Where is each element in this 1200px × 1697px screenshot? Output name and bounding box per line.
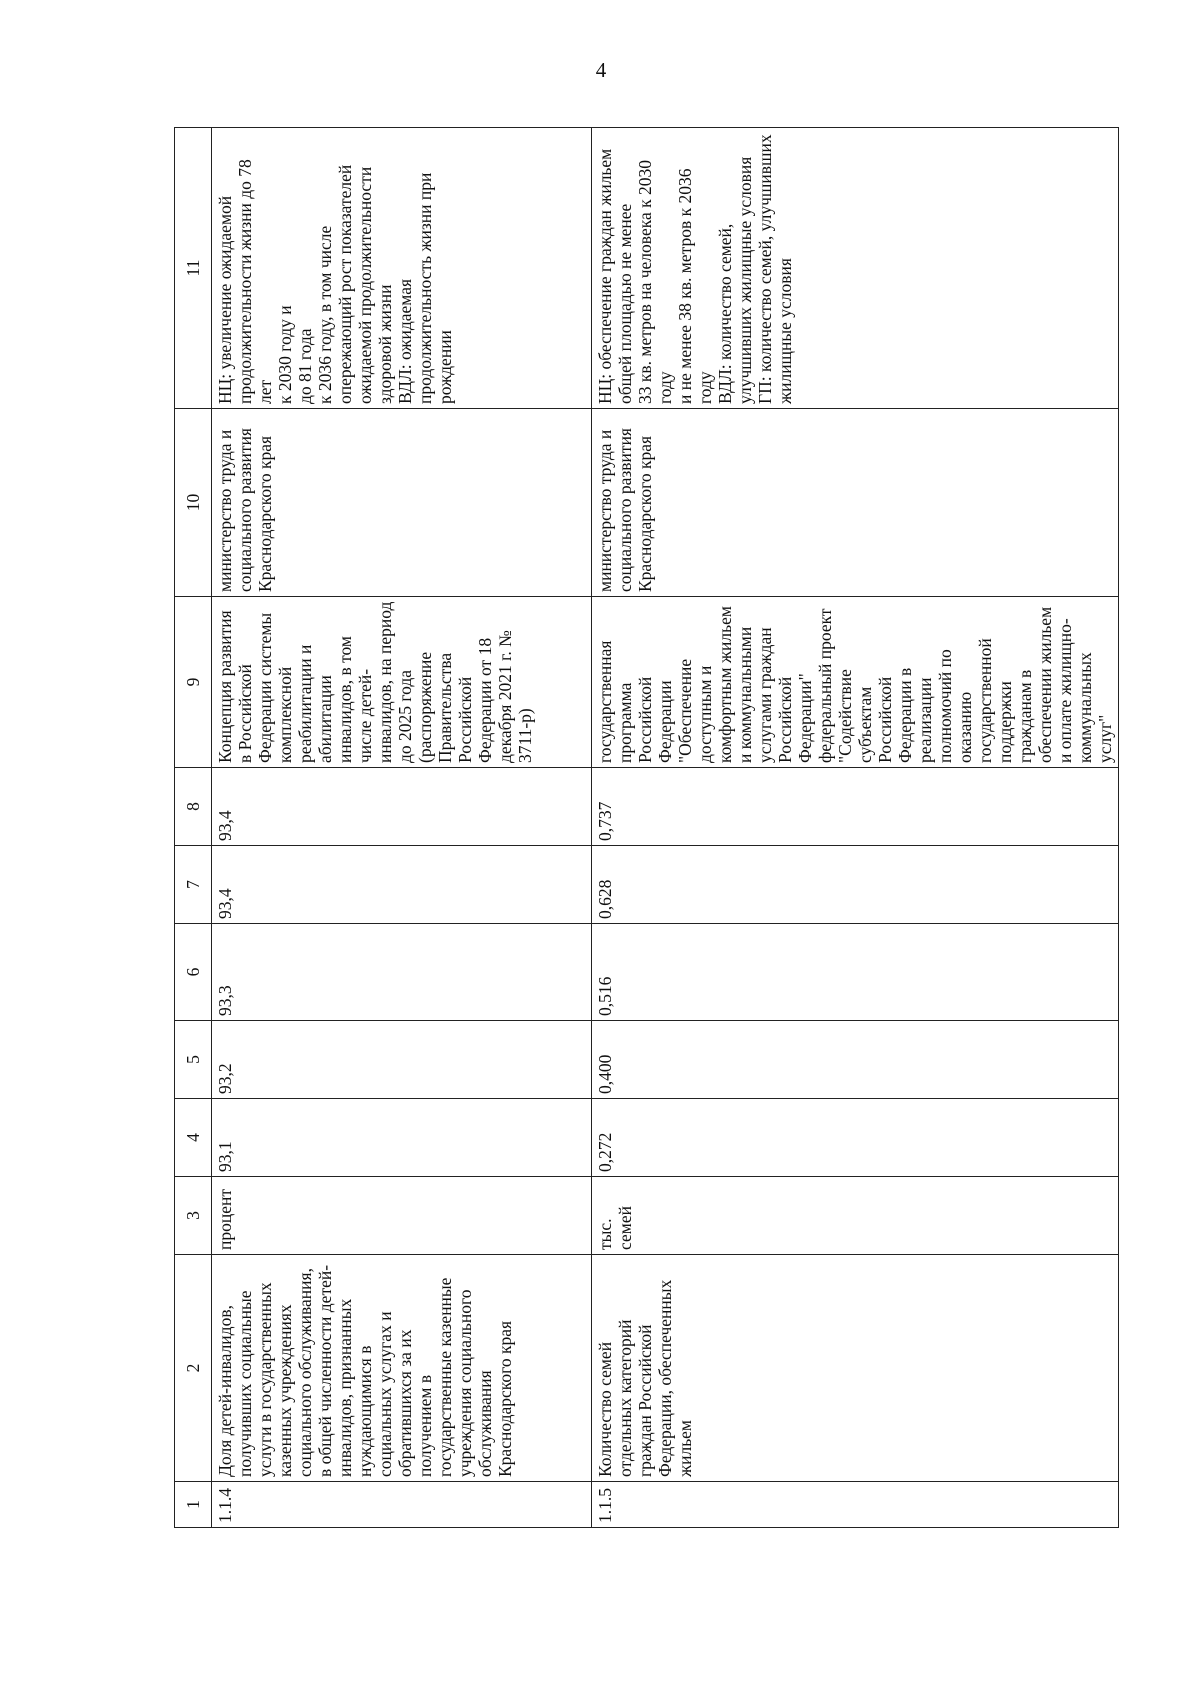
value-year-2: 93,2 — [212, 1021, 592, 1099]
col-header-11: 11 — [175, 128, 212, 409]
col-header-7: 7 — [175, 846, 212, 924]
value-year-1: 93,1 — [212, 1099, 592, 1177]
rotated-table-wrapper — [174, 128, 1115, 1528]
col-header-8: 8 — [175, 768, 212, 846]
national-goal-link: НЦ: обеспечение граждан жильем общей площадью не менее 33 кв. метров на человека к 2030 году и не менее 38 кв. метров к 2036 году ВДЛ: количество семей, улучшивших жилищные условия ГП: количество семей, улучшивших жилищные условия — [592, 128, 1119, 409]
value-year-4: 93,4 — [212, 846, 592, 924]
row-number: 1.1.4 — [212, 1482, 592, 1528]
col-header-3: 3 — [175, 1177, 212, 1255]
col-header-6: 6 — [175, 924, 212, 1021]
unit: процент — [212, 1177, 592, 1255]
table-row — [212, 128, 592, 1528]
table-row — [592, 128, 1119, 1528]
responsible-body: министерство труда и социального развития Краснодарского края — [592, 409, 1119, 597]
value-year-3: 93,3 — [212, 924, 592, 1021]
basis-document: Концепция развития в Российской Федерации системы комплексной реабилитации и абилитации инвалидов, в том числе детей-инвалидов, на период до 2025 года (распоряжение Правительства Российской Федерации от 18 декабря 2021 г. № 3711-р) — [212, 597, 592, 768]
unit: тыс. семей — [592, 1177, 1119, 1255]
value-year-5: 93,4 — [212, 768, 592, 846]
value-year-3: 0,516 — [592, 924, 1119, 1021]
indicator-name: Доля детей-инвалидов, получивших социальные услуги в государственных казенных учреждениях социального обслуживания, в общей численности детей-инвалидов, признанных нуждающимися в социальных услугах и обратившихся за их получением в государственные казенные учреждения социального обслуживания Краснодарского края — [212, 1255, 592, 1482]
col-header-10: 10 — [175, 409, 212, 597]
responsible-body: министерство труда и социального развития Краснодарского края — [212, 409, 592, 597]
col-header-4: 4 — [175, 1099, 212, 1177]
col-header-9: 9 — [175, 597, 212, 768]
col-header-1: 1 — [175, 1482, 212, 1528]
indicators-table — [174, 127, 1119, 1528]
value-year-2: 0,400 — [592, 1021, 1119, 1099]
value-year-5: 0,737 — [592, 768, 1119, 846]
value-year-1: 0,272 — [592, 1099, 1119, 1177]
page-number: 4 — [595, 58, 607, 82]
value-year-4: 0,628 — [592, 846, 1119, 924]
col-header-5: 5 — [175, 1021, 212, 1099]
row-number: 1.1.5 — [592, 1482, 1119, 1528]
basis-document: государственная программа Российской Федерации "Обеспечение доступным и комфортным жильем и коммунальными услугами граждан Российской Федерации" федеральный проект "Содействие субъектам Российской Федерации в реализации полномочий по оказанию государственной поддержки гражданам в обеспечении жильем и оплате жилищно-коммунальных услуг" — [592, 597, 1119, 768]
header-row — [175, 128, 212, 1528]
col-header-2: 2 — [175, 1255, 212, 1482]
national-goal-link: НЦ: увеличение ожидаемой продолжительности жизни до 78 лет к 2030 году и до 81 года к 2036 году, в том числе опережающий рост показателей ожидаемой продолжительности здоровой жизни ВДЛ: ожидаемая продолжительность жизни при рождении — [212, 128, 592, 409]
indicator-name: Количество семей отдельных категорий граждан Российской Федерации, обеспеченных жильем — [592, 1255, 1119, 1482]
